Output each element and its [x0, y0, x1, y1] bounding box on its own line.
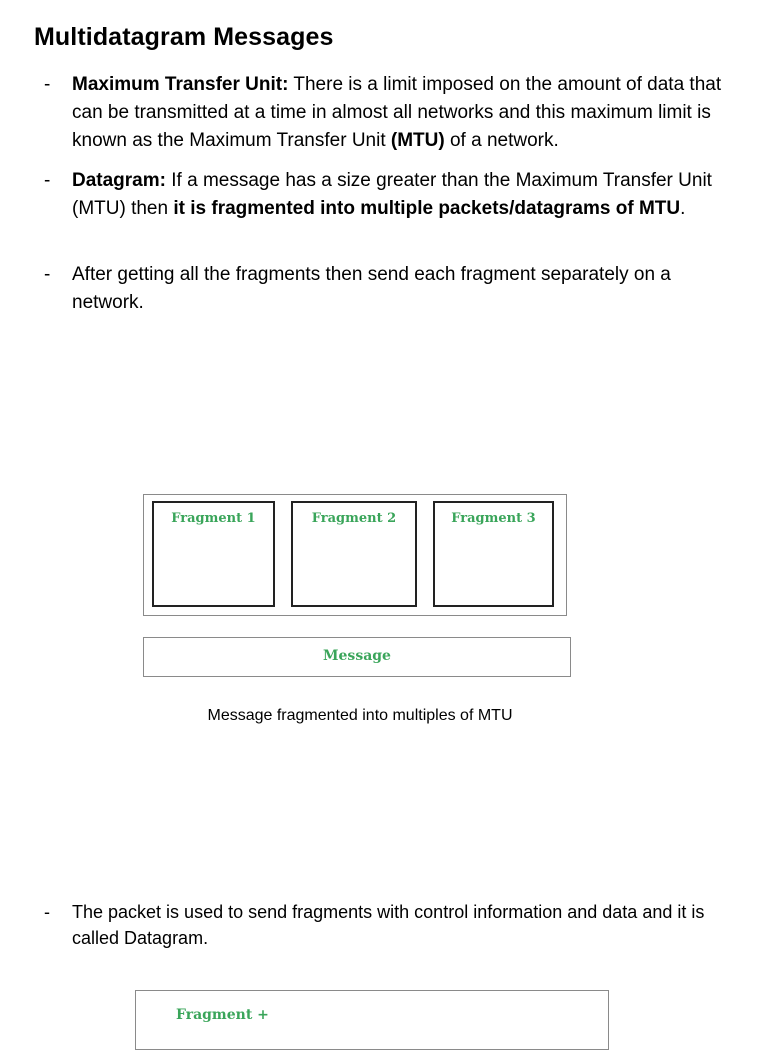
bullet-datagram	[44, 167, 734, 223]
message-box	[143, 637, 571, 677]
bullet-body-end: of a network.	[444, 130, 559, 151]
bullet-term: Datagram:	[72, 170, 166, 191]
fragments-diagram	[143, 494, 567, 616]
bullet-dash: -	[44, 902, 50, 922]
bullet-term: Maximum Transfer Unit:	[72, 74, 289, 95]
bullet-text: The packet is used to send fragments with control information and data and it is called Datagram.	[72, 902, 705, 948]
bullet-body-end: .	[680, 198, 686, 219]
fragment-label: Fragment 2	[311, 511, 397, 526]
bullet-dash: -	[44, 74, 51, 95]
fragment-box-1	[152, 501, 275, 607]
page-title: Multidatagram Messages	[34, 23, 334, 51]
bullet-packet-datagram	[44, 899, 734, 951]
bullet-mtu	[44, 71, 734, 155]
bullet-text	[72, 71, 734, 155]
bullet-bold: (MTU)	[390, 130, 445, 151]
message-label: Message	[323, 648, 391, 664]
datagram-fragment-label: Fragment +	[176, 1007, 269, 1023]
bullet-bold: it is fragmented into multiple packets/datagrams of MTU	[173, 198, 681, 219]
diagram-caption: Message fragmented into multiples of MTU	[207, 707, 513, 724]
bullet-send-fragments	[44, 261, 734, 317]
bullet-dash: -	[44, 264, 51, 285]
fragment-label: Fragment 1	[171, 511, 256, 526]
bullet-body: There is a limit imposed on the amount of data that can be transmitted at a time in almost all networks and this maximum limit is known as the Maximum Transfer Unit	[72, 74, 722, 151]
fragment-box-2	[291, 501, 417, 607]
bullet-body: If a message has a size greater than the Maximum Transfer Unit (MTU) then	[72, 170, 712, 219]
bullet-text	[72, 167, 734, 223]
fragment-label: Fragment 3	[451, 511, 536, 526]
fragment-box-3	[433, 501, 554, 607]
bullet-dash: -	[44, 170, 51, 191]
bullet-text: After getting all the fragments then send each fragment separately on a network.	[72, 264, 671, 313]
datagram-diagram	[135, 990, 609, 1050]
